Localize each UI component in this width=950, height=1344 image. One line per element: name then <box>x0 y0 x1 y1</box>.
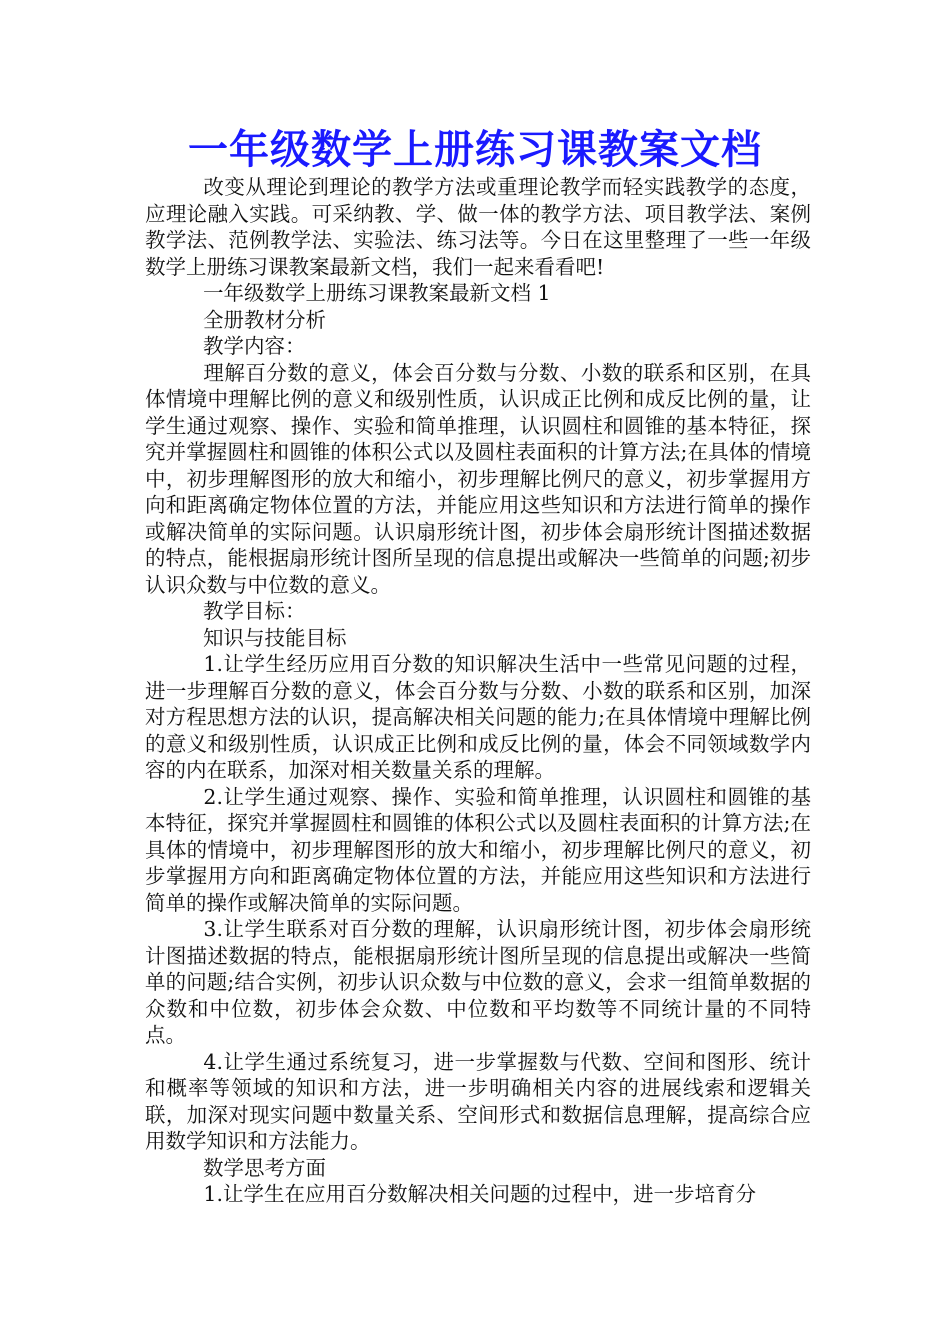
document-title: 一年级数学上册练习课教案文档 <box>188 126 762 173</box>
section-heading: 知识与技能目标 <box>203 625 347 650</box>
body-paragraph: 4.让学生通过系统复习，进一步掌握数与代数、空间和图形、统计和概率等领域的知识和方法，进一步明确相关内容的进展线索和逻辑关联，加深对现实问题中数量关系、空间形式和数据信息理解，提高综合应用数学知识和方法能力。 <box>145 1049 811 1153</box>
body-paragraph: 1.让学生在应用百分数解决相关问题的过程中，进一步培育分 <box>203 1182 756 1206</box>
section-heading: 全册教材分析 <box>203 307 326 332</box>
body-paragraph: 1.让学生经历应用百分数的知识解决生活中一些常见问题的过程，进一步理解百分数的意义，体会百分数与分数、小数的联系和区别，加深对方程思想方法的认识，提高解决相关问题的能力;在具体情境中理解比例的意义和级别性质，认识成正比例和成反比例的量，体会不同领域数学内容的内在联系，加深对相关数量关系的理解。 <box>145 652 811 782</box>
section-heading: 教学内容： <box>203 334 306 358</box>
body-paragraph: 2.让学生通过观察、操作、实验和简单推理，认识圆柱和圆锥的基本特征，探究并掌握圆柱和圆锥的体积公式以及圆柱表面积的计算方法;在具体的情境中，初步理解图形的放大和缩小，初步理解比例尺的意义，初步掌握用方向和距离确定物体位置的方法，并能应用这些知识和方法进行简单的操作或解决简单的实际问题。 <box>145 784 811 915</box>
section-heading: 数学思考方面 <box>203 1155 326 1180</box>
body-paragraph: 理解百分数的意义，体会百分数与分数、小数的联系和区别，在具体情境中理解比例的意义和级别性质，认识成正比例和成反比例的量，让学生通过观察、操作、实验和简单推理，认识圆柱和圆锥的基本特征，探究并掌握圆柱和圆锥的体积公式以及圆柱表面积的计算方法;在具体的情境中，初步理解图形的放大和缩小，初步理解比例尺的意义，初步掌握用方向和距离确定物体位置的方法，并能应用这些知识和方法进行简单的操作或解决简单的实际问题。认识扇形统计图，初步体会扇形统计图描述数据的特点，能根据扇形统计图所呈现的信息提出或解决一些简单的问题;初步认识众数与中位数的意义。 <box>145 360 811 597</box>
section-heading: 一年级数学上册练习课教案最新文档 1 <box>203 281 551 305</box>
intro-paragraph: 改变从理论到理论的教学方法或重理论教学而轻实践教学的态度，应理论融入实践。可采纳教、学、做一体的教学方法、项目教学法、案例教学法、范例教学法、实验法、练习法等。今日在这里整理了一些一年级数学上册练习课教案最新文档，我们一起来看看吧! <box>145 175 811 279</box>
body-paragraph: 3.让学生联系对百分数的理解，认识扇形统计图，初步体会扇形统计图描述数据的特点，能根据扇形统计图所呈现的信息提出或解决一些简单的问题;结合实例，初步认识众数与中位数的意义，会求一组简单数据的众数和中位数，初步体会众数、中位数和平均数等不同统计量的不同特点。 <box>145 917 811 1047</box>
document-body <box>145 174 811 1208</box>
section-heading: 教学目标： <box>203 599 306 623</box>
